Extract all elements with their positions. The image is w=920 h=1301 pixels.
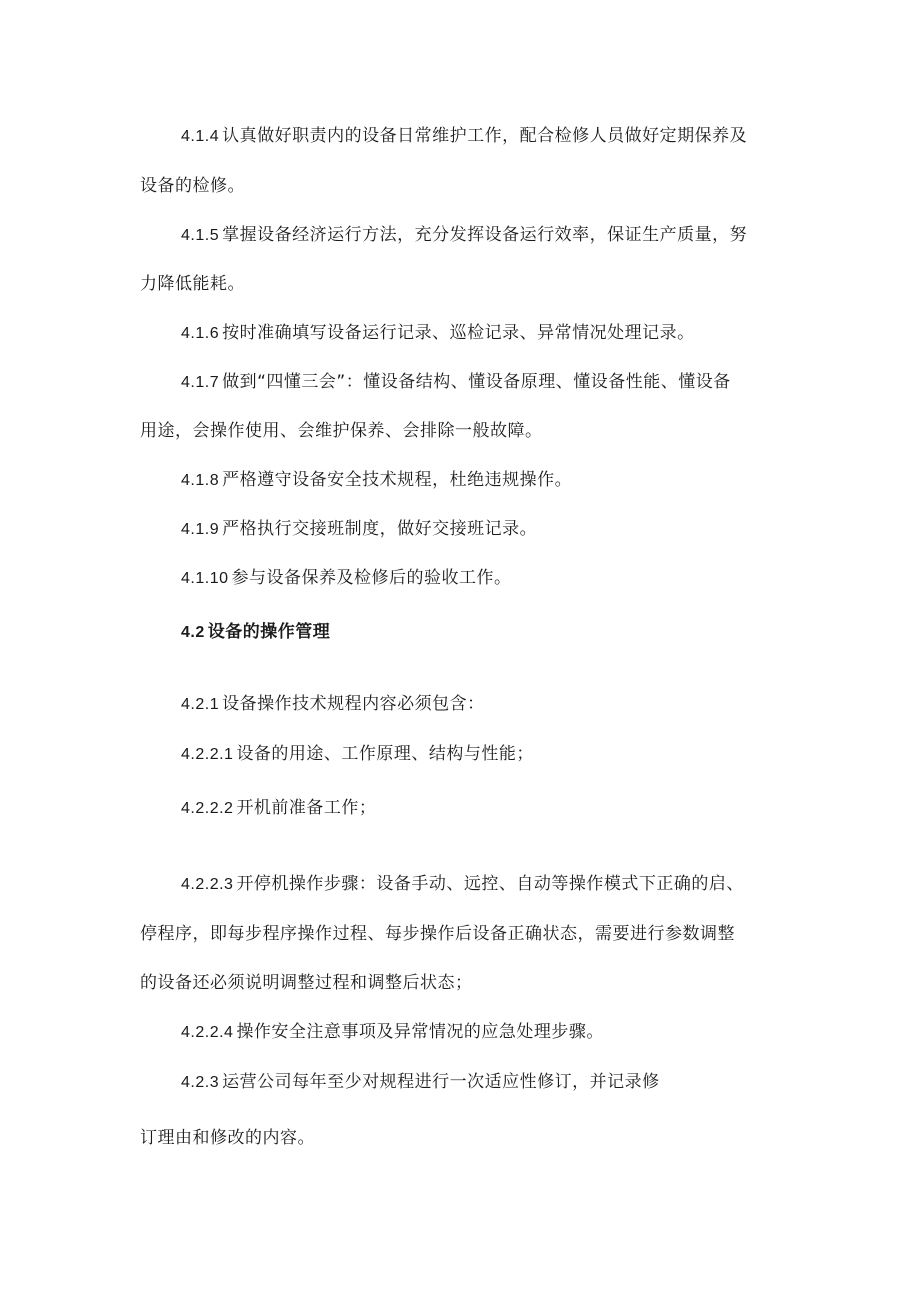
clause-text: 力降低能耗。 <box>140 274 245 294</box>
section-number: 4.2 <box>181 624 205 641</box>
clause-text: 用途，会操作使用、会维护保养、会排除一般故障。 <box>140 421 543 441</box>
clause-text: 严格执行交接班制度，做好交接班记录。 <box>222 519 538 539</box>
paragraph-line <box>140 1126 315 1150</box>
clause-number: 4.1.6 <box>181 325 220 342</box>
clause-text: 严格遵守设备安全技术规程，杜绝违规操作。 <box>222 470 573 490</box>
paragraph-line <box>140 922 735 946</box>
paragraph-line <box>181 370 731 395</box>
clause-number: 4.1.9 <box>181 521 220 538</box>
clause-number: 4.2.3 <box>181 1074 220 1091</box>
clause-number: 4.1.4 <box>181 128 220 145</box>
clause-text: 设备的检修。 <box>140 176 245 196</box>
clause-number: 4.2.2.1 <box>181 746 234 763</box>
clause-number: 4.2.2.4 <box>181 1024 234 1041</box>
paragraph-line <box>181 566 511 591</box>
clause-text: 运营公司每年至少对规程进行一次适应性修订，并记录修 <box>222 1072 660 1092</box>
paragraph-line <box>140 419 543 443</box>
clause-text: 做到“四懂三会”：懂设备结构、懂设备原理、懂设备性能、懂设备 <box>222 372 731 392</box>
clause-text: 设备操作技术规程内容必须包含： <box>222 694 485 714</box>
clause-number: 4.1.7 <box>181 374 220 391</box>
paragraph-line <box>181 796 376 821</box>
paragraph-line <box>140 971 473 995</box>
clause-text: 操作安全注意事项及异常情况的应急处理步骤。 <box>236 1022 604 1042</box>
section-heading <box>181 620 330 645</box>
clause-number: 4.2.1 <box>181 696 220 713</box>
clause-text: 停程序，即每步程序操作过程、每步操作后设备正确状态，需要进行参数调整 <box>140 924 735 944</box>
clause-text: 的设备还必须说明调整过程和调整后状态； <box>140 973 473 993</box>
clause-text: 参与设备保养及检修后的验收工作。 <box>231 568 512 588</box>
clause-text: 按时准确填写设备运行记录、巡检记录、异常情况处理记录。 <box>222 323 695 343</box>
clause-text: 认真做好职责内的设备日常维护工作，配合检修人员做好定期保养及 <box>222 126 748 146</box>
paragraph-line <box>181 692 485 717</box>
paragraph-line <box>181 1070 660 1095</box>
clause-number: 4.1.8 <box>181 472 220 489</box>
clause-number: 4.1.10 <box>181 570 229 587</box>
clause-text: 订理由和修改的内容。 <box>140 1128 315 1148</box>
clause-text: 开停机操作步骤：设备手动、远控、自动等操作模式下正确的启、 <box>236 874 744 894</box>
paragraph-line <box>181 742 534 767</box>
clause-number: 4.2.2.3 <box>181 876 234 893</box>
paragraph-line <box>181 517 537 542</box>
paragraph-line <box>181 223 747 248</box>
clause-number: 4.1.5 <box>181 227 220 244</box>
paragraph-line <box>181 1020 604 1045</box>
paragraph-line <box>181 321 695 346</box>
paragraph-line <box>181 872 744 897</box>
paragraph-line <box>181 124 747 149</box>
paragraph-line <box>181 468 572 493</box>
clause-text: 掌握设备经济运行方法，充分发挥设备运行效率，保证生产质量，努 <box>222 225 748 245</box>
clause-text: 开机前准备工作； <box>236 798 377 818</box>
clause-number: 4.2.2.2 <box>181 800 234 817</box>
section-title: 设备的操作管理 <box>207 622 331 642</box>
paragraph-line <box>140 174 245 198</box>
clause-text: 设备的用途、工作原理、结构与性能； <box>236 744 534 764</box>
paragraph-line <box>140 272 245 296</box>
